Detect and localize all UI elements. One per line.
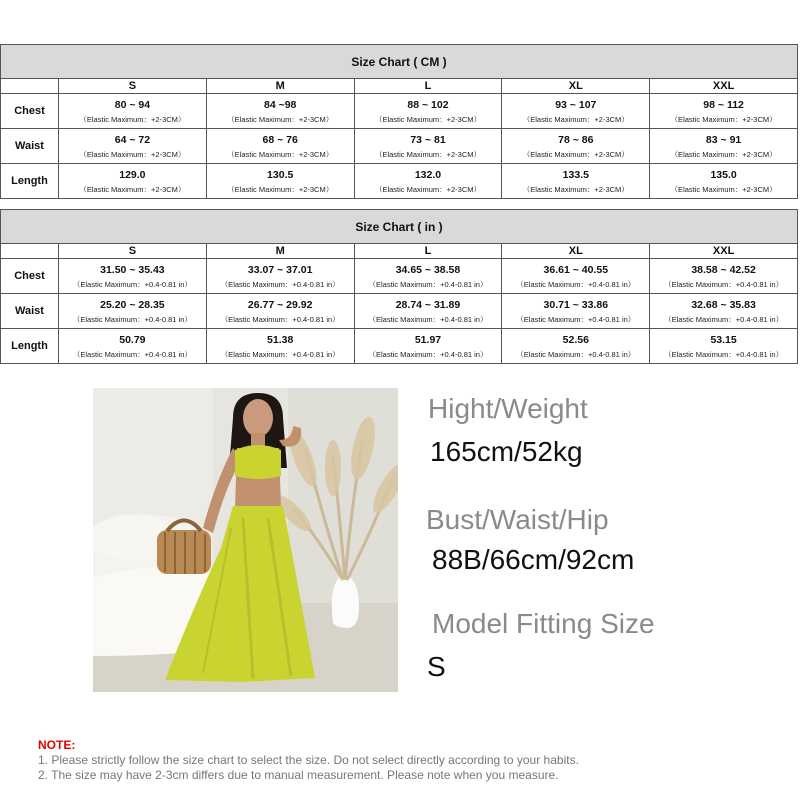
table-row bbox=[1, 164, 798, 199]
cell-note: （Elastic Maximum：+2-3CM） bbox=[522, 184, 629, 194]
row-label: Chest bbox=[1, 259, 59, 294]
cell-note: （Elastic Maximum：+2-3CM） bbox=[227, 184, 334, 194]
size-header: M bbox=[206, 244, 354, 259]
cell-note: （Elastic Maximum：+2-3CM） bbox=[670, 114, 777, 124]
cell-note: （Elastic Maximum：+2-3CM） bbox=[79, 114, 186, 124]
cell-note: （Elastic Maximum：+2-3CM） bbox=[374, 184, 482, 194]
table-row bbox=[1, 294, 798, 329]
cell-value: 53.15 bbox=[710, 334, 737, 346]
cell-value: 52.56 bbox=[562, 334, 589, 346]
cell-note: （Elastic Maximum：+0.4-0.81 in） bbox=[368, 279, 488, 289]
note-line: 2. The size may have 2-3cm differs due to manual measurement. Please note when you measure. bbox=[38, 768, 559, 782]
cell-note: （Elastic Maximum：+0.4-0.81 in） bbox=[516, 349, 636, 359]
cell-value: 73 ~ 81 bbox=[410, 134, 446, 146]
cell-note: （Elastic Maximum：+2-3CM） bbox=[374, 149, 482, 159]
cell-note: （Elastic Maximum：+2-3CM） bbox=[374, 114, 482, 124]
cell-note: （Elastic Maximum：+0.4-0.81 in） bbox=[664, 279, 784, 289]
cell-note: （Elastic Maximum：+2-3CM） bbox=[227, 114, 334, 124]
cell-value: 25.20 ~ 28.35 bbox=[100, 299, 165, 311]
cell-note: （Elastic Maximum：+2-3CM） bbox=[227, 149, 334, 159]
cell-value: 132.0 bbox=[414, 169, 442, 181]
cell-value: 34.65 ~ 38.58 bbox=[395, 264, 461, 276]
cell-value: 50.79 bbox=[119, 334, 146, 346]
size-header: XXL bbox=[650, 244, 798, 259]
cell-note: （Elastic Maximum：+0.4-0.81 in） bbox=[516, 314, 636, 324]
size-header: L bbox=[354, 244, 502, 259]
cell-value: 83 ~ 91 bbox=[705, 134, 742, 146]
row-label: Waist bbox=[1, 294, 59, 329]
chart-title: Size Chart ( CM ) bbox=[1, 45, 798, 79]
corner-cell bbox=[1, 79, 59, 94]
cell-note: （Elastic Maximum：+0.4-0.81 in） bbox=[516, 279, 636, 289]
cell-note: （Elastic Maximum：+0.4-0.81 in） bbox=[220, 279, 340, 289]
cell-note: （Elastic Maximum：+0.4-0.81 in） bbox=[72, 349, 192, 359]
cell-value: 33.07 ~ 37.01 bbox=[247, 264, 313, 276]
size-header: M bbox=[206, 79, 354, 94]
table-row bbox=[1, 129, 798, 164]
cell-value: 30.71 ~ 33.86 bbox=[543, 299, 609, 311]
cell-value: 51.38 bbox=[267, 334, 294, 346]
table-row bbox=[1, 329, 798, 364]
height-weight-label: Hight/Weight bbox=[428, 393, 588, 424]
cell-value: 78 ~ 86 bbox=[558, 134, 594, 146]
cell-value: 130.5 bbox=[267, 169, 294, 181]
notes bbox=[38, 738, 579, 782]
cell-note: （Elastic Maximum：+0.4-0.81 in） bbox=[664, 349, 784, 359]
cell-note: （Elastic Maximum：+0.4-0.81 in） bbox=[72, 314, 192, 324]
size-chart-inch bbox=[0, 209, 800, 364]
row-label: Waist bbox=[1, 129, 59, 164]
cell-value: 68 ~ 76 bbox=[262, 134, 298, 146]
note-title: NOTE: bbox=[38, 738, 76, 752]
cell-value: 26.77 ~ 29.92 bbox=[247, 299, 313, 311]
row-label: Length bbox=[1, 329, 59, 364]
table-row bbox=[1, 94, 798, 129]
cell-value: 36.61 ~ 40.55 bbox=[543, 264, 609, 276]
measurements-label: Bust/Waist/Hip bbox=[426, 504, 609, 535]
row-label: Chest bbox=[1, 94, 59, 129]
cell-value: 88 ~ 102 bbox=[407, 99, 449, 111]
height-weight-value: 165cm/52kg bbox=[430, 436, 583, 467]
cell-value: 84 ~98 bbox=[263, 99, 297, 111]
corner-cell bbox=[1, 244, 59, 259]
cell-note: （Elastic Maximum：+2-3CM） bbox=[670, 184, 777, 194]
note-line: 1. Please strictly follow the size chart to select the size. Do not select directly according to your habits. bbox=[38, 753, 579, 767]
cell-value: 51.97 bbox=[414, 334, 442, 346]
cell-value: 31.50 ~ 35.43 bbox=[100, 264, 165, 276]
cell-note: （Elastic Maximum：+2-3CM） bbox=[670, 149, 777, 159]
cell-note: （Elastic Maximum：+2-3CM） bbox=[79, 149, 186, 159]
cell-value: 64 ~ 72 bbox=[114, 134, 151, 146]
cell-note: （Elastic Maximum：+2-3CM） bbox=[79, 184, 186, 194]
cell-note: （Elastic Maximum：+0.4-0.81 in） bbox=[368, 349, 488, 359]
size-header: XL bbox=[502, 244, 650, 259]
size-header: XL bbox=[502, 79, 650, 94]
cell-note: （Elastic Maximum：+0.4-0.81 in） bbox=[72, 279, 192, 289]
size-header: S bbox=[59, 79, 207, 94]
size-header: S bbox=[59, 244, 207, 259]
cell-value: 93 ~ 107 bbox=[555, 99, 597, 111]
chart-title: Size Chart ( in ) bbox=[1, 210, 798, 244]
cell-value: 135.0 bbox=[710, 169, 737, 181]
cell-value: 28.74 ~ 31.89 bbox=[395, 299, 461, 311]
measurements-value: 88B/66cm/92cm bbox=[432, 544, 635, 575]
cell-value: 129.0 bbox=[119, 169, 146, 181]
cell-value: 133.5 bbox=[562, 169, 589, 181]
table-row bbox=[1, 259, 798, 294]
cell-note: （Elastic Maximum：+0.4-0.81 in） bbox=[220, 314, 340, 324]
size-header: L bbox=[354, 79, 502, 94]
row-label: Length bbox=[1, 164, 59, 199]
size-chart-cm bbox=[0, 44, 800, 199]
cell-value: 80 ~ 94 bbox=[114, 99, 151, 111]
cell-note: （Elastic Maximum：+2-3CM） bbox=[522, 149, 629, 159]
cell-value: 38.58 ~ 42.52 bbox=[691, 264, 756, 276]
size-header: XXL bbox=[650, 79, 798, 94]
cell-note: （Elastic Maximum：+0.4-0.81 in） bbox=[368, 314, 488, 324]
fitting-size-label: Model Fitting Size bbox=[432, 608, 655, 639]
cell-note: （Elastic Maximum：+0.4-0.81 in） bbox=[664, 314, 784, 324]
cell-note: （Elastic Maximum：+2-3CM） bbox=[522, 114, 629, 124]
cell-note: （Elastic Maximum：+0.4-0.81 in） bbox=[220, 349, 340, 359]
cell-value: 32.68 ~ 35.83 bbox=[691, 299, 756, 311]
fitting-size-value: S bbox=[427, 651, 446, 682]
model-photo bbox=[93, 388, 398, 692]
cell-value: 98 ~ 112 bbox=[703, 99, 744, 111]
